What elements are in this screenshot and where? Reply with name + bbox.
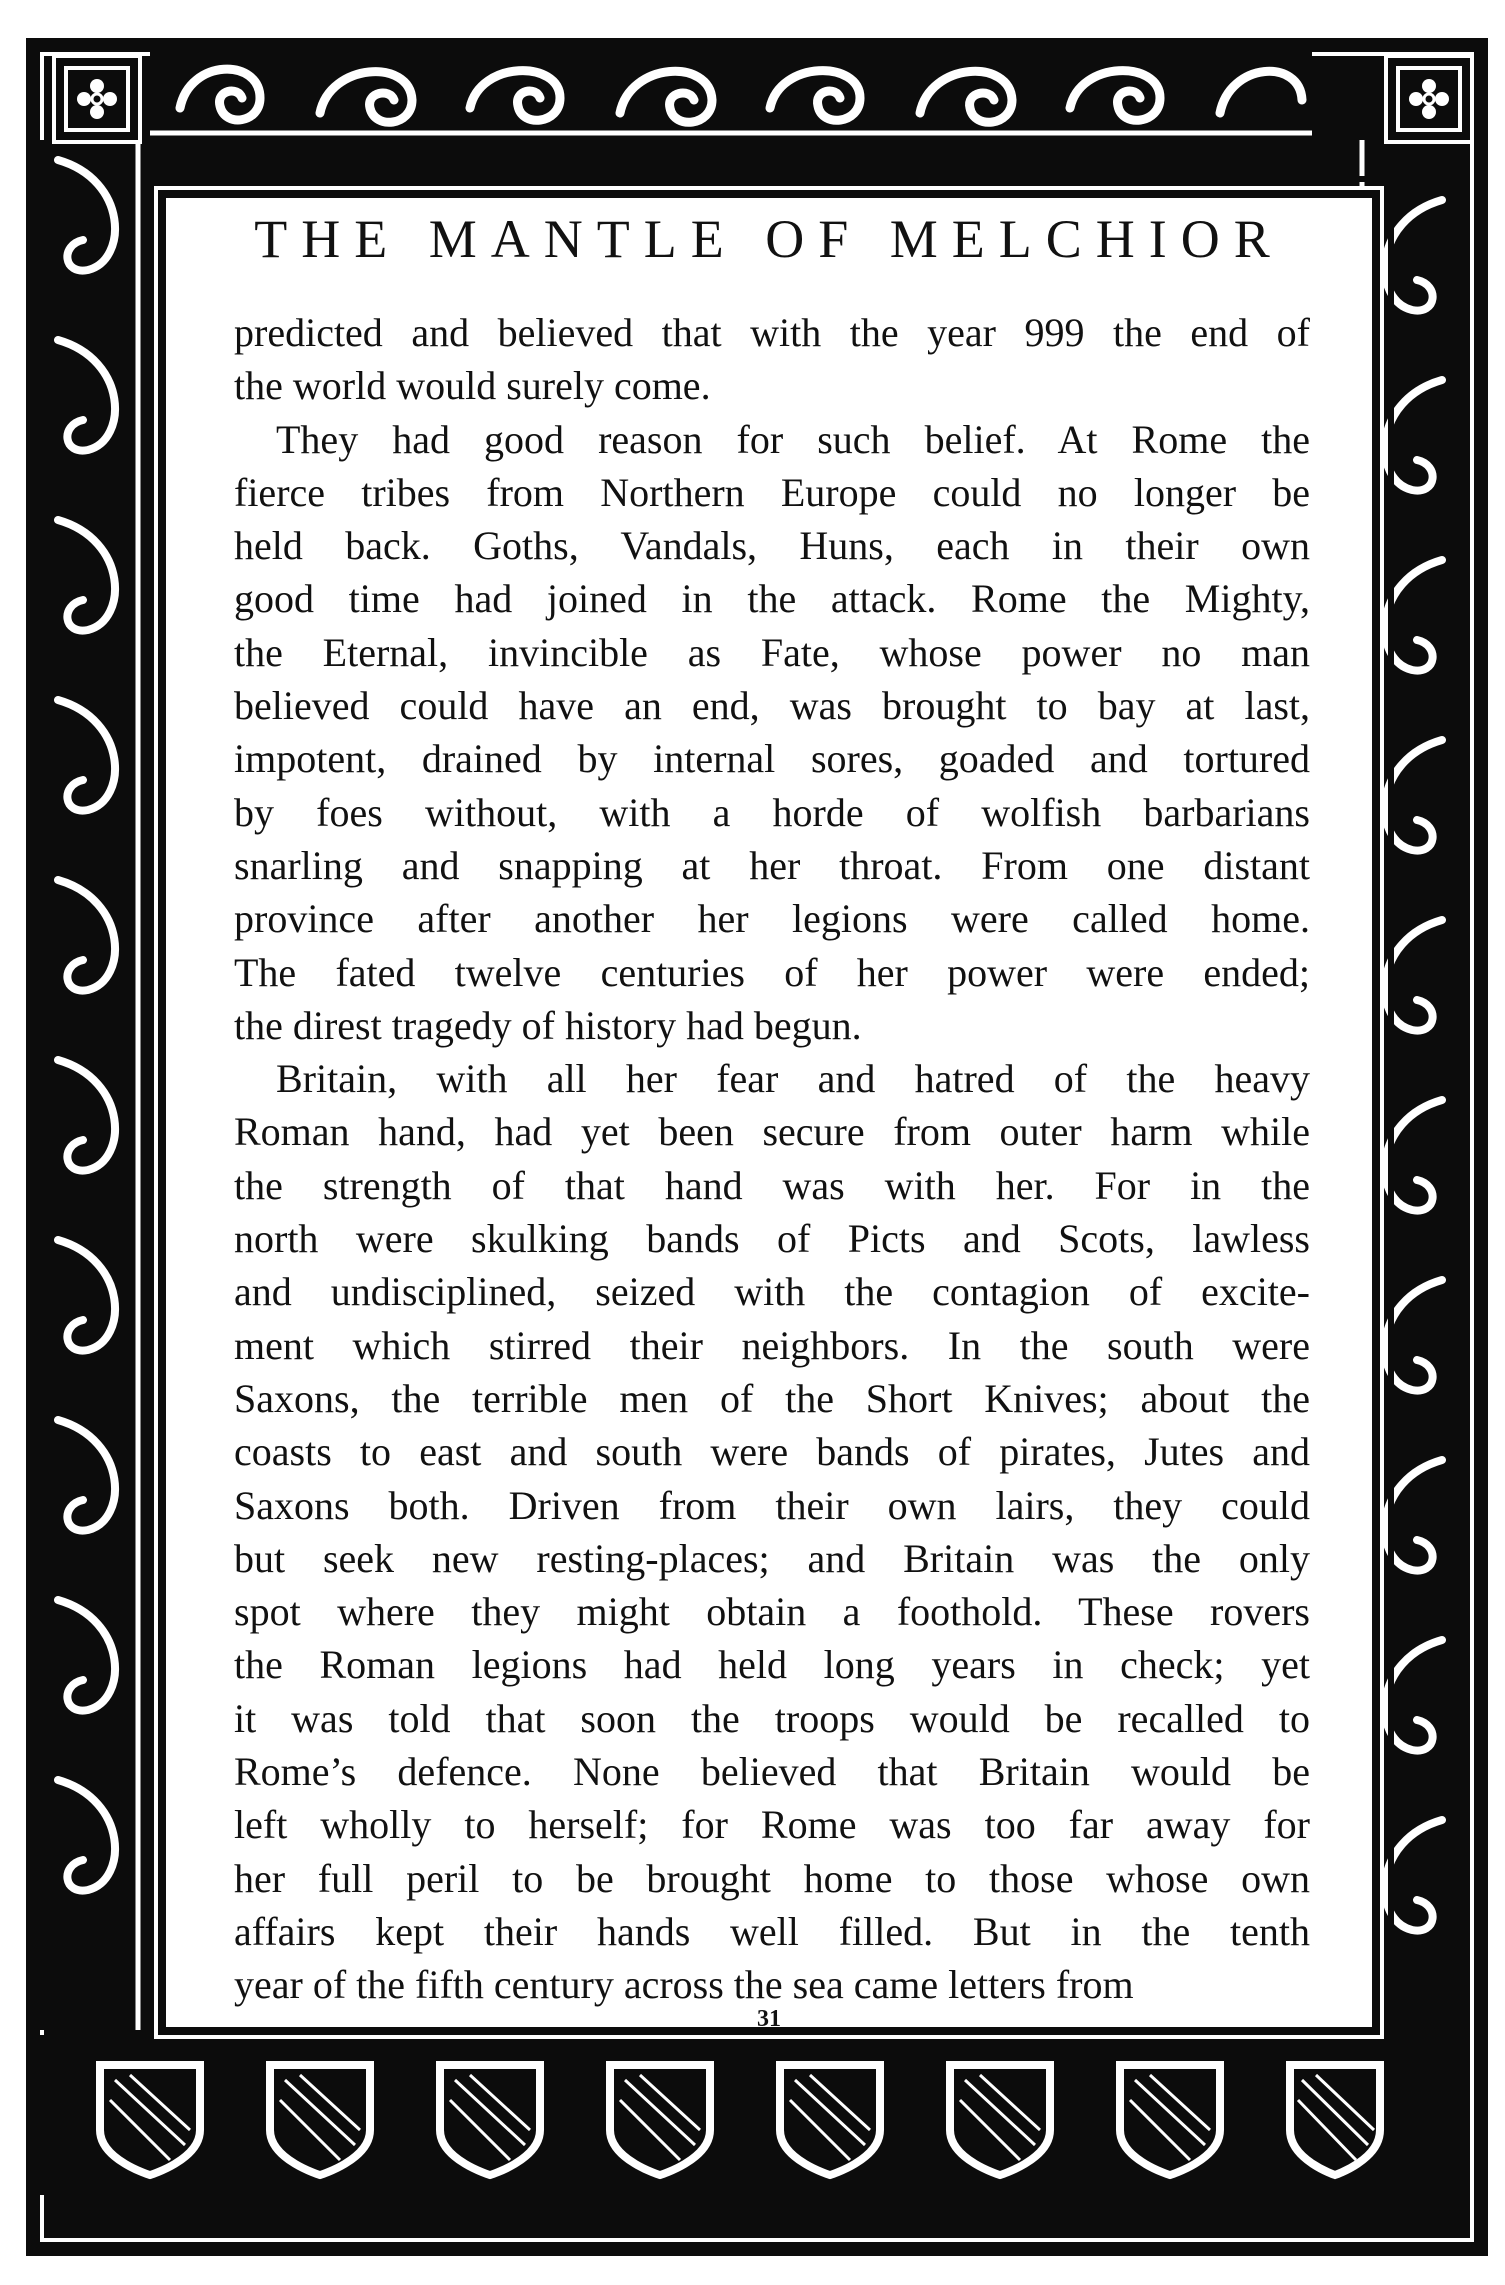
text-line: Britain, with all her fear and hatred of the heavy <box>276 1056 1310 1102</box>
text-line: left wholly to herself; for Rome was too far away for <box>234 1802 1310 1848</box>
text-line: good time had joined in the attack. Rome the Mighty, <box>234 576 1310 622</box>
corner-rosette-icon <box>52 54 142 144</box>
body-text <box>234 306 1310 2012</box>
text-line: province after another her legions were called home. <box>234 896 1310 942</box>
text-line: snarling and snapping at her throat. From one distant <box>234 842 1310 888</box>
text-line: Roman hand, had yet been secure from outer harm while <box>234 1109 1310 1155</box>
text-line: the direst tragedy of history had begun. <box>234 1002 862 1048</box>
text-line: The fated twelve centuries of her power were ended; <box>234 949 1310 995</box>
text-line: held back. Goths, Vandals, Huns, each in their own <box>234 523 1310 569</box>
text-line: predicted and believed that with the year 999 the end of <box>234 310 1310 355</box>
text-line: it was told that soon the troops would be recalled to <box>234 1695 1310 1741</box>
page-number: 31 <box>757 2006 781 2032</box>
text-line: the strength of that hand was with her. For in the <box>234 1162 1310 1208</box>
text-line: Saxons, the terrible men of the Short Knives; about the <box>234 1375 1310 1421</box>
left-scroll-ornament <box>38 140 148 2030</box>
text-line: and undisciplined, seized with the contagion of excite- <box>234 1269 1310 1315</box>
text-line: impotent, drained by internal sores, goaded and tortured <box>234 736 1310 782</box>
text-line: Saxons both. Driven from their own lairs, they could <box>234 1482 1310 1528</box>
corner-rosette-icon <box>1384 54 1474 144</box>
top-scroll-ornament <box>150 38 1312 148</box>
text-line: believed could have an end, was brought to bay at last, <box>234 683 1310 729</box>
text-line: ment which stirred their neighbors. In the south were <box>234 1322 1310 1368</box>
text-line: the Eternal, invincible as Fate, whose power no man <box>234 629 1310 675</box>
text-line: spot where they might obtain a foothold. These rovers <box>234 1589 1310 1635</box>
text-line: but seek new resting-places; and Britain was the only <box>234 1535 1310 1581</box>
text-line: her full peril to be brought home to those whose own <box>234 1855 1310 1901</box>
text-line: the Roman legions had held long years in check; yet <box>234 1642 1310 1688</box>
text-line: by foes without, with a horde of wolfish barbarians <box>234 789 1310 835</box>
text-line: affairs kept their hands well filled. But in the tenth <box>234 1908 1310 1954</box>
text-line: the world would surely come. <box>234 363 711 409</box>
bottom-shield-ornament <box>40 2035 1422 2195</box>
text-line: They had good reason for such belief. At Rome the <box>276 416 1310 462</box>
text-line: year of the fifth century across the sea came letters from <box>234 1962 1134 2008</box>
running-head: THE MANTLE OF MELCHIOR <box>254 209 1284 269</box>
text-line: coasts to east and south were bands of pirates, Jutes and <box>234 1429 1310 1475</box>
text-line: Rome’s defence. None believed that Britain would be <box>234 1749 1310 1795</box>
page-panel <box>158 190 1380 2035</box>
text-line: fierce tribes from Northern Europe could no longer be <box>234 469 1310 515</box>
text-line: north were skulking bands of Picts and Scots, lawless <box>234 1216 1310 1262</box>
